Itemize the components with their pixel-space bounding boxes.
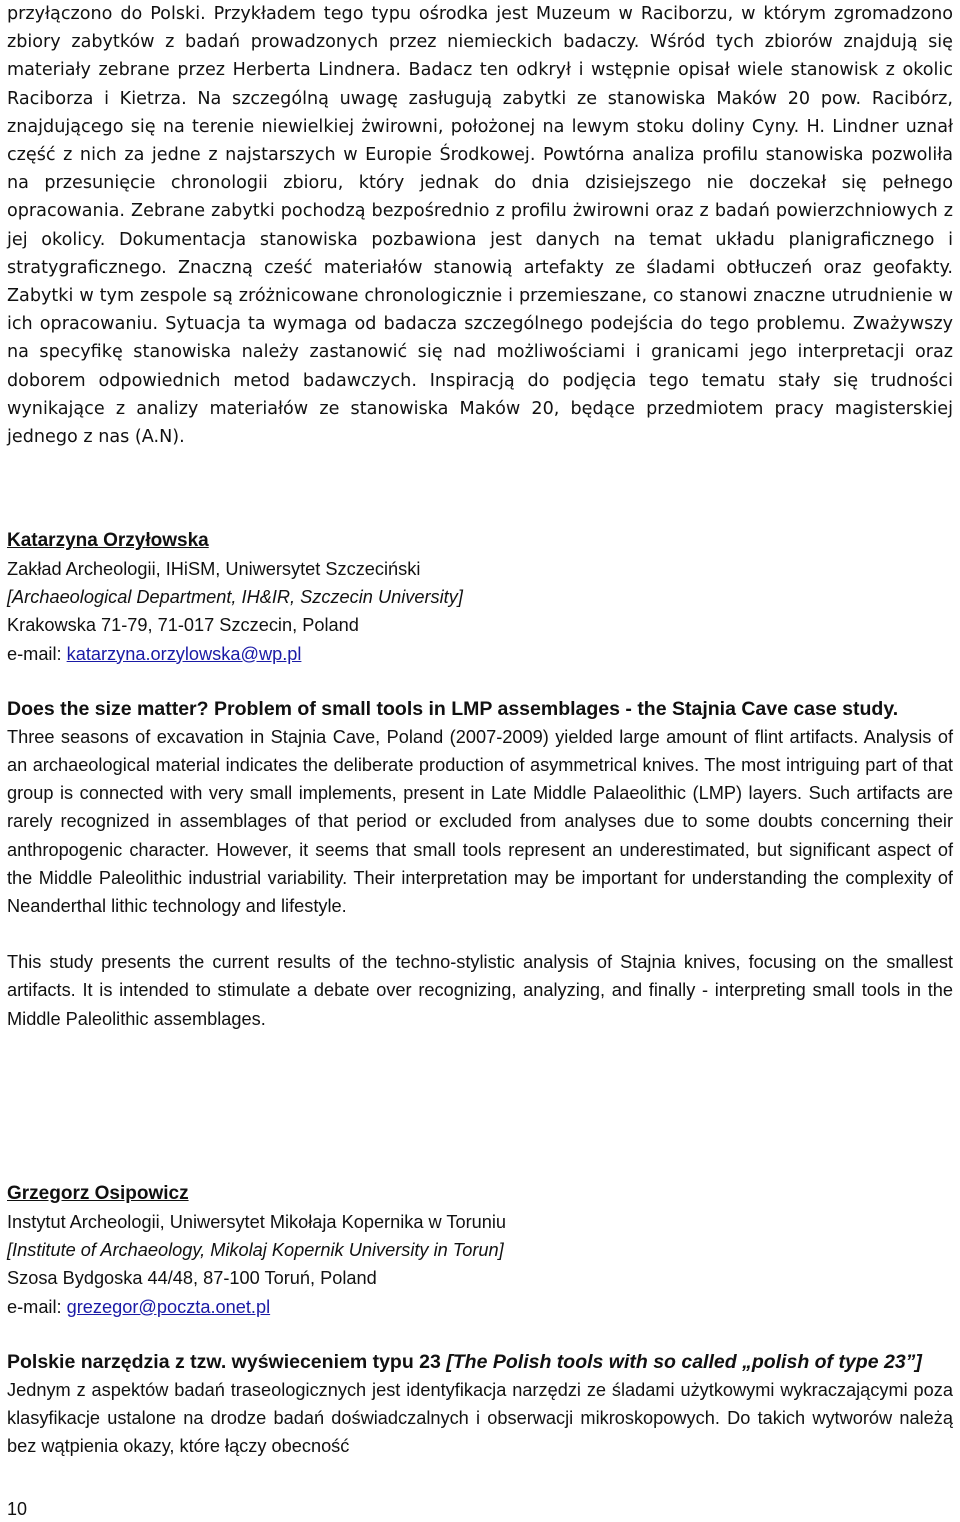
email-label: e-mail: — [7, 643, 67, 664]
author-email-line — [7, 640, 953, 668]
abstract-title — [7, 1348, 953, 1376]
abstract-paragraph-1: Three seasons of excavation in Stajnia Cave, Poland (2007-2009) yielded large amount of flint artifacts. Analysis of an archaeological material indicates the deliberate production of asymmetrical knives. The most intriguing part of that group is connected with very small implements, present in Late Middle Palaeolithic (LMP) layers. Such artifacts are rarely recognized in assemblages of that period or excluded from analyses due to some doubts concerning their anthropogenic character. However, it seems that small tools represent an underestimated, but significant aspect of the Middle Paleolithic industrial variability. Their interpretation may be important for understanding the complexity of Neanderthal lithic technology and lifestyle. — [7, 726, 953, 917]
author-email-line — [7, 1293, 953, 1321]
author-address: Szosa Bydgoska 44/48, 87-100 Toruń, Poland — [7, 1268, 377, 1289]
author-email-link[interactable]: grezegor@poczta.onet.pl — [66, 1296, 271, 1317]
entry-osipowicz — [7, 1180, 953, 1460]
author-email-link[interactable]: katarzyna.orzylowska@wp.pl — [66, 643, 302, 664]
email-label: e-mail: — [7, 1296, 67, 1317]
author-affiliation-english: [Institute of Archaeology, Mikolaj Kopernik University in Torun] — [7, 1240, 504, 1261]
abstract-title-polish: Polskie narzędzia z tzw. wyświeceniem typu 23 — [7, 1350, 447, 1373]
author-affiliation-english: [Archaeological Department, IH&IR, Szczecin University] — [7, 587, 463, 608]
author-affiliation: Instytut Archeologii, Uniwersytet Mikołaja Kopernika w Toruniu — [7, 1212, 507, 1232]
abstract-title-english: [The Polish tools with so called „polish of type 23”] — [446, 1350, 922, 1373]
author-name: Katarzyna Orzyłowska — [7, 530, 209, 551]
abstract-paragraph: Jednym z aspektów badań traseologicznych jest identyfikacja narzędzi ze śladami użytkowymi wykraczającymi poza klasyfikacje ustalone na drodze badań doświadczalnych i obserwacji mikroskopowych. Do takich wytworów należą bez wątpienia okazy, które łączy obecność — [7, 1379, 953, 1457]
author-affiliation: Zakład Archeologii, IHiSM, Uniwersytet Szczeciński — [7, 559, 421, 579]
author-address: Krakowska 71-79, 71-017 Szczecin, Poland — [7, 615, 359, 636]
page-number: 10 — [7, 1499, 28, 1519]
author-name: Grzegorz Osipowicz — [7, 1183, 189, 1204]
intro-section — [7, 0, 953, 451]
intro-paragraph: przyłączono do Polski. Przykładem tego typu ośrodka jest Muzeum w Raciborzu, w którym zgromadzono zbiory zabytków z badań prowadzonych przez niemieckich badaczy. Wśród tych zbiorów znajdują się materiały zebrane przez Herberta Lindnera. Badacz ten odkrył i wstępnie opisał wiele stanowisk z okolic Raciborza i Kietrza. Na szczególną uwagę zasługują zabytki ze stanowiska Maków 20 pow. Racibórz, znajdującego się na terenie niewielkiej żwirowni, położonej na lewym stoku doliny Cyny. H. Lindner uznał część z nich za jedne z najstarszych w Europie Środkowej. Powtórna analiza profilu stanowiska pozwoliła na przesunięcie chronologii zbioru, który jednak do dnia dzisiejszego nie doczekał się pełnego opracowania. Zebrane zabytki pochodzą bezpośrednio z profilu żwirowni oraz z badań powierzchniowych z jej okolicy. Dokumentacja stanowiska pozbawiona jest danych na temat układu planigraficznego i stratygraficznego. Znaczną cześć materiałów stanowią artefakty ze śladami obtłuczeń oraz geofakty. Zabytki w tym zespole są zróżnicowane chronologicznie i przemieszane, co stanowi znaczne utrudnienie w ich opracowaniu. Sytuacja ta wymaga od badacza szczególnego podejścia do tego problemu. Zważywszy na specyfikę stanowiska należy zastanowić się nad możliwościami i granicami jego interpretacji oraz doborem odpowiednich metod badawczych. Inspiracją do podjęcia tego tematu stały się trudności wynikające z analizy materiałów ze stanowiska Maków 20, będące przedmiotem pracy magisterskiej jednego z nas (A.N). — [7, 4, 953, 448]
entry-orzylowska — [7, 527, 953, 1033]
abstract-paragraph-2: This study presents the current results of the techno-stylistic analysis of Stajnia knives, focusing on the smallest artifacts. It is intended to stimulate a debate over recognizing, analyzing, and finally - interpreting small tools in the Middle Paleolithic assemblages. — [7, 952, 953, 1029]
abstract-title: Does the size matter? Problem of small tools in LMP assemblages - the Stajnia Cave case study. — [7, 697, 899, 720]
